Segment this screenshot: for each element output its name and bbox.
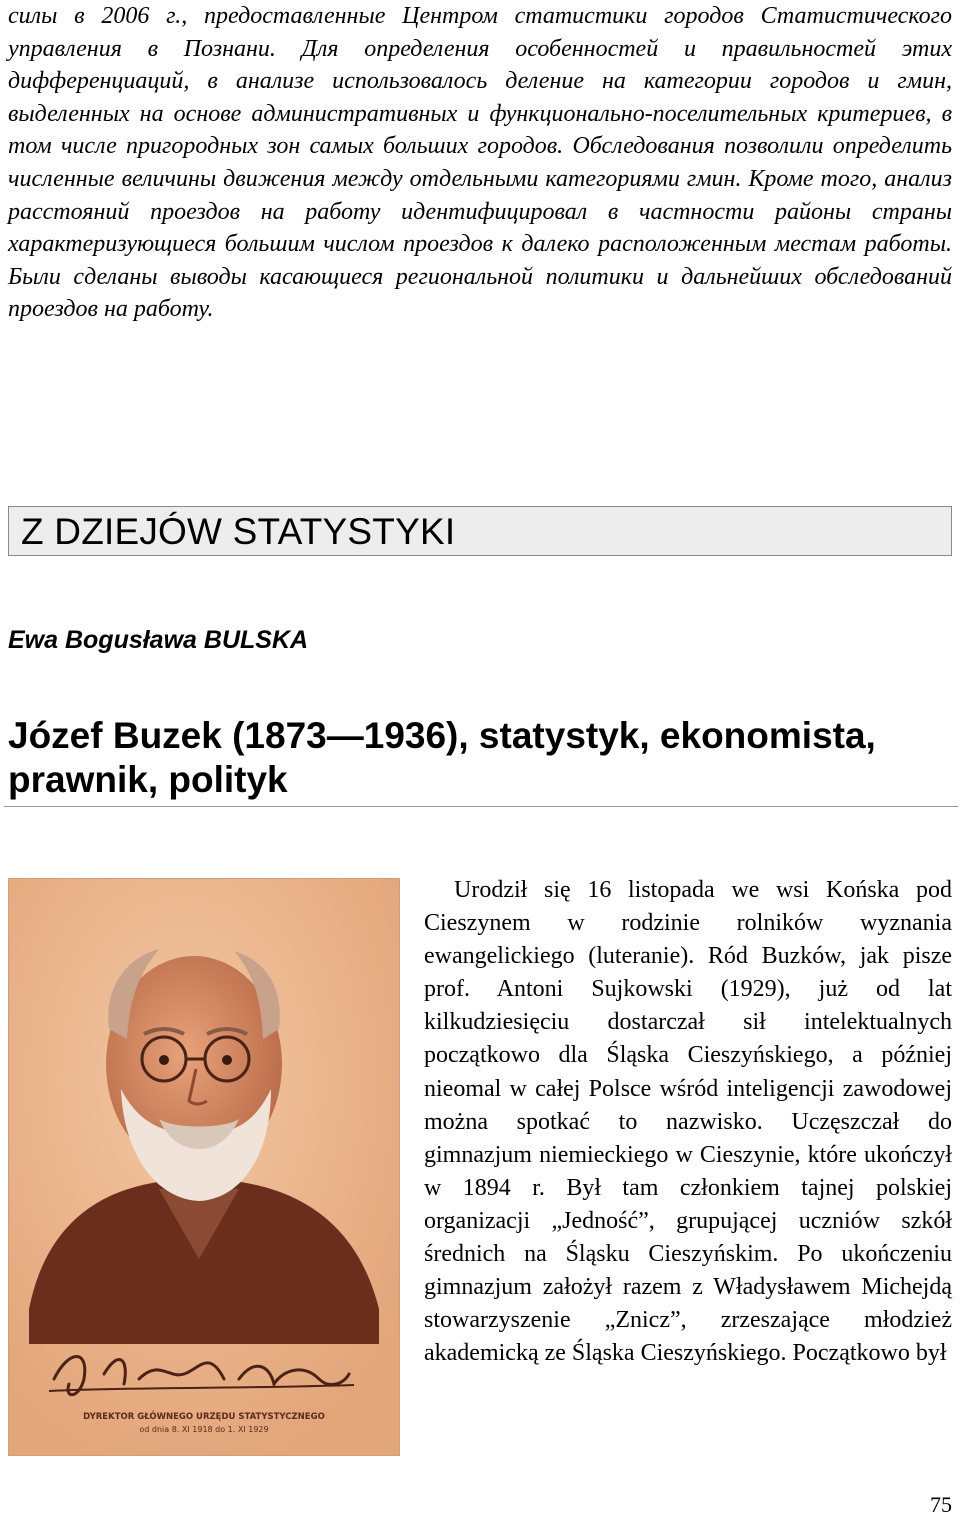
article-body: Urodził się 16 listopada we wsi Końska pod Cieszynem w rodzinie rolników wyznania ewangelickiego (luteranie). Ród Buzków, jak pisze prof. Antoni Sujkowski (1929), już od lat kilkudziesięciu dostarczał sił intelektualnych początkowo dla Śląska Cieszyńskiego, a później nieomal w całej Polsce wśród inteligencji zawodowej można spotkać to nazwisko. Uczęszczał do gimnazjum niemieckiego w Cieszynie, które ukończył w 1894 r. Był tam członkiem tajnej polskiej organizacji „Jedność”, grupującej uczniów szkół średnich na Śląsku Cieszyńskim. Po ukończeniu gimnazjum założył razem z Władysławem Michejdą stowarzyszenie „Znicz”, zrzeszające młodzież akademicką ze Śląska Cieszyńskiego. Początkowo był [424,877,952,1367]
article-author: Ewa Bogusława BULSKA [8,626,309,654]
section-title: Z DZIEJÓW STATYSTYKI [21,511,456,552]
portrait-caption-dates: od dnia 8. XI 1918 do 1. XI 1929 [139,1425,269,1434]
page-number: 75 [930,1492,952,1517]
portrait-photo [8,878,400,1456]
section-heading-band [8,506,952,556]
portrait-illustration [9,879,399,1455]
abstract-paragraph: силы в 2006 г., предоставленные Центром статистики городов Статистического управления в Познани. Для определения особенностей и правильностей этих дифференциаций, в анализе использовалось деление на категории городов и гмин, выделенных на основе административных и функционально-поселительных критериев, в том числе пригородных зон самых больших городов. Обследования позволили определить численные величины движения между отдельными категориями гмин. Кроме того, анализ расстояний проездов на работу идентифицировал в частности районы страны характеризующиеся большим числом проездов к далеко расположенным местам работы. Были сделаны выводы касающиеся региональной политики и дальнейших обследований проездов на работу. [8,3,952,323]
portrait-caption-title: DYREKTOR GŁÓWNEGO URZĘDU STATYSTYCZNEGO [83,1412,325,1422]
article-title: Józef Buzek (1873—1936), statystyk, ekonomista, prawnik, polityk [8,715,876,800]
title-divider [4,806,958,807]
